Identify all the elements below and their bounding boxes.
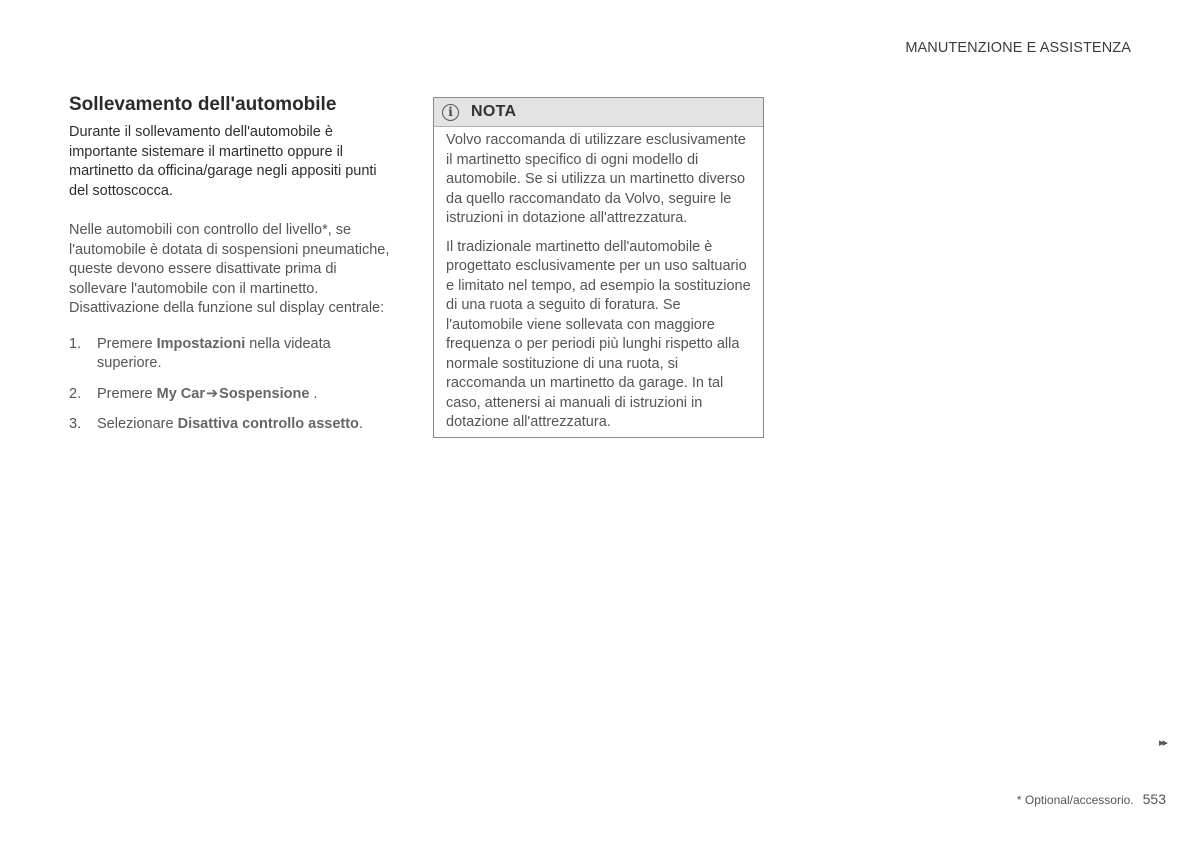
step-suffix: . [309, 385, 318, 402]
step-number: 3. [69, 416, 82, 432]
steps-list [69, 335, 396, 435]
note-title: NOTA [471, 103, 517, 120]
intro-paragraph: Durante il sollevamento dell'automobile è importante sistemare il martinetto oppure il martinetto da officina/garage negli appositi punti del sottoscocca. [69, 124, 377, 199]
step-prefix: Selezionare [97, 416, 178, 432]
step-3 [69, 415, 396, 435]
step-text [97, 335, 396, 374]
step-suffix: . [358, 416, 363, 432]
info-icon: i [442, 104, 459, 121]
step-suffix: nella videata superiore. [97, 335, 331, 371]
step-text [97, 415, 363, 435]
menu-my-car: My Car [156, 385, 205, 402]
menu-disattiva-controllo-assetto: Disattiva controllo assetto [177, 416, 359, 432]
note-body [434, 127, 763, 433]
step-prefix: Premere [97, 385, 157, 402]
note-header [434, 98, 763, 127]
menu-sospensione: Sospensione [219, 385, 310, 402]
article-column [69, 93, 396, 446]
page-number: 553 [1142, 791, 1166, 807]
note-paragraph-2: Il tradizionale martinetto dell'automobile è progettato esclusivamente per un uso saltuario e limitato nel tempo, ad esempio la sostituzione di una ruota a seguito di foratura. Se l'automobile viene sollevata con maggiore frequenza o per periodi più lunghi rispetto alla normale sostituzione di una ruota, si raccomanda un martinetto da garage. In tal caso, attenersi ai manuali di istruzioni in dotazione all'attrezzatura. [446, 238, 751, 430]
step-number: 2. [69, 385, 82, 402]
step-2 [69, 385, 396, 405]
note-paragraph-1: Volvo raccomanda di utilizzare esclusivamente il martinetto specifico di ogni modello di automobile. Se si utilizza un martinetto diverso da quello raccomandato da Volvo, seguire le istruzioni in dotazione all'attrezzatura. [446, 132, 746, 226]
step-number: 1. [69, 335, 82, 352]
footnote: * Optional/accessorio. [1016, 793, 1134, 807]
article-title: Sollevamento dell'automobile [69, 94, 337, 115]
continue-icon: ▸▸ [1158, 737, 1166, 749]
step-text [97, 385, 317, 405]
level-control-paragraph: Nelle automobili con controllo del livello*, se l'automobile è dotata di sospensioni pneumatiche, queste devono essere disattivate prima di sollevare l'automobile con il martinetto. Disattivazione della funzione sul display centrale: [69, 222, 390, 316]
section-header: MANUTENZIONE E ASSISTENZA [905, 40, 1131, 56]
note-box [433, 97, 764, 438]
menu-impostazioni: Impostazioni [156, 335, 246, 352]
step-1 [69, 335, 396, 374]
step-prefix: Premere [97, 335, 157, 352]
page-footer [1017, 791, 1166, 807]
arrow-right-icon: ➔ [206, 385, 219, 402]
